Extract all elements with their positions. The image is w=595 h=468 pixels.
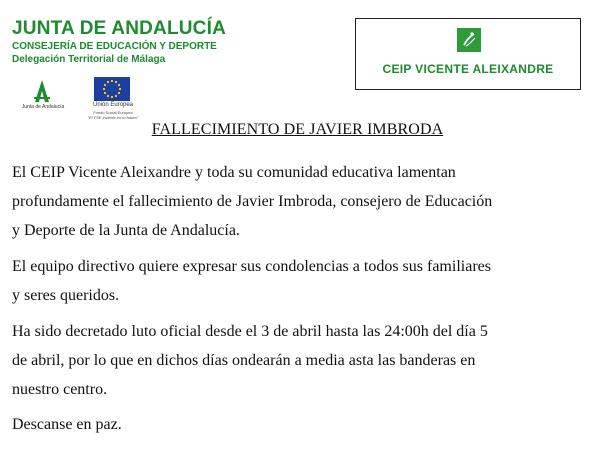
text-line: Ha sido decretado luto oficial desde el 3 de abril hasta las 24:00h del día 5: [12, 323, 488, 340]
junta-logo-text: Junta de Andalucía: [21, 104, 65, 110]
eu-logo: [82, 77, 144, 119]
eu-logo-motto: "El FSE invierte en tu futuro": [87, 115, 139, 120]
text-line: y seres queridos.: [12, 287, 120, 304]
text-line: nuestro centro.: [12, 381, 108, 398]
text-line: profundamente el fallecimiento de Javier Imbroda, consejero de Educación: [12, 193, 493, 210]
org-header: [12, 18, 332, 66]
text-line: y Deporte de la Junta de Andalucía.: [12, 222, 240, 239]
school-box: [355, 18, 581, 90]
logos: [12, 77, 142, 119]
text-line: Descanse en paz.: [12, 416, 122, 433]
eu-logo-name: Unión Europea: [92, 102, 134, 108]
text-line: de abril, por lo que en dichos días ondearán a media asta las banderas en: [12, 352, 476, 369]
document-title: FALLECIMIENTO DE JAVIER IMBRODA: [151, 121, 444, 138]
org-department: CONSEJERÍA DE EDUCACIÓN Y DEPORTE: [12, 41, 217, 52]
junta-logo: [12, 77, 74, 117]
paragraph: [12, 410, 572, 439]
paragraph: [12, 252, 572, 310]
eu-logo-fund: Fondo Social Europeo: [93, 110, 133, 115]
junta-emblem-icon: [32, 79, 52, 103]
eu-flag-icon: [94, 77, 130, 101]
document-body: [12, 158, 572, 439]
paragraph: [12, 158, 572, 245]
text-line: El equipo directivo quiere expresar sus condolencias a todos sus familiares: [12, 258, 491, 275]
text-line: El CEIP Vicente Aleixandre y toda su comunidad educativa lamentan: [12, 164, 456, 181]
school-name: CEIP VICENTE ALEIXANDRE: [382, 62, 554, 76]
org-title: JUNTA DE ANDALUCÍA: [12, 18, 227, 39]
paragraph: [12, 317, 572, 404]
org-delegation: Delegación Territorial de Málaga: [12, 54, 166, 65]
school-logo-icon: [457, 28, 481, 52]
